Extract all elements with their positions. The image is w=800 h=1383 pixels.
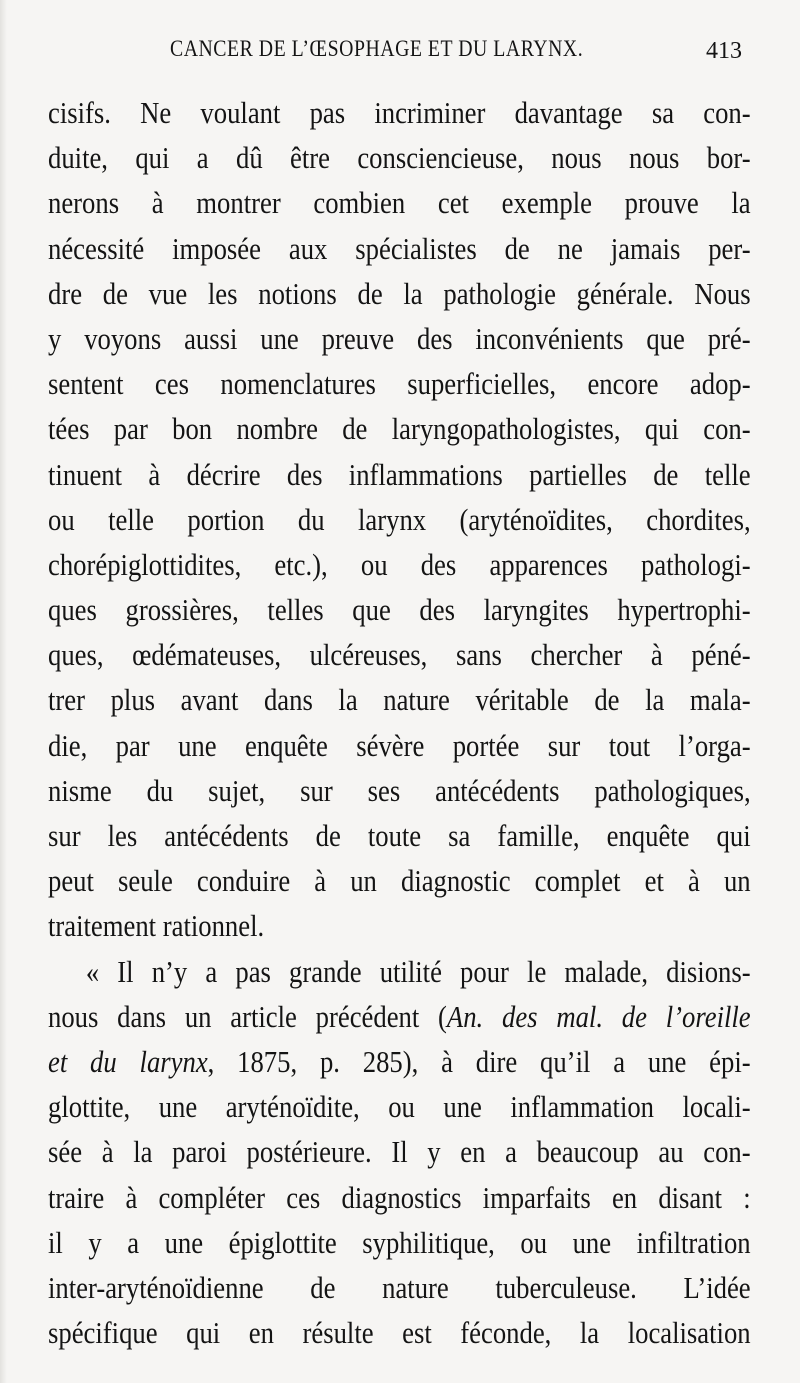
text-line: sur les antécédents de toute sa famille, enquête qui bbox=[48, 818, 751, 853]
text-line: ques, œdémateuses, ulcéreuses, sans chercher à péné- bbox=[48, 637, 751, 673]
quote-text: nous dans un article précédent ( bbox=[48, 998, 447, 1034]
quote-line: sée à la paroi postérieure. Il y en a beaucoup au con- bbox=[48, 1134, 751, 1170]
quote-line-with-citation bbox=[48, 1039, 751, 1084]
citation-title: et du larynx bbox=[48, 1043, 208, 1079]
quote-line-with-citation bbox=[48, 994, 751, 1039]
text-line: trer plus avant dans la nature véritable de la mala- bbox=[48, 682, 751, 718]
quote-line: « Il n’y a pas grande utilité pour le malade, disions- bbox=[85, 953, 751, 989]
citation-title: An. des mal. de l’oreille bbox=[446, 998, 751, 1034]
text-line: duite, qui a dû être consciencieuse, nous nous bor- bbox=[48, 140, 751, 176]
running-head: CANCER DE L’ŒSOPHAGE ET DU LARYNX. bbox=[170, 36, 584, 61]
text-line: dre de vue les notions de la pathologie générale. Nous bbox=[48, 275, 751, 311]
quote-line: inter-aryténoïdienne de nature tuberculeuse. L’idée bbox=[48, 1269, 751, 1305]
text-line: cisifs. Ne voulant pas incriminer davantage sa con- bbox=[48, 95, 751, 130]
scan-edge bbox=[0, 0, 7, 1383]
quote-line: traire à compléter ces diagnostics imparfaits en disant : bbox=[48, 1179, 751, 1215]
text-line: ou telle portion du larynx (aryténoïdites, chordites, bbox=[48, 501, 751, 537]
text-line: tinuent à décrire des inflammations partielles de telle bbox=[48, 456, 751, 492]
quote-text: , 1875, p. 285), à dire qu’il a une épi- bbox=[207, 1043, 751, 1079]
text-line: nisme du sujet, sur ses antécédents pathologiques, bbox=[48, 772, 751, 808]
quote-line: glottite, une aryténoïdite, ou une inflammation locali- bbox=[48, 1089, 751, 1125]
quote-line: il y a une épiglottite syphilitique, ou une infiltration bbox=[48, 1224, 751, 1260]
text-line: nécessité imposée aux spécialistes de ne jamais per- bbox=[48, 230, 751, 266]
text-line: sentent ces nomenclatures superficielles, encore adop- bbox=[48, 366, 751, 402]
text-line: tées par bon nombre de laryngopathologistes, qui con- bbox=[48, 411, 751, 447]
text-line: chorépiglottidites, etc.), ou des apparences pathologi- bbox=[48, 546, 751, 582]
page-number: 413 bbox=[706, 38, 742, 64]
text-line: ques grossières, telles que des laryngites hypertrophi- bbox=[48, 592, 751, 628]
page-header bbox=[0, 36, 800, 72]
text-line: peut seule conduire à un diagnostic complet et à un bbox=[48, 863, 751, 899]
quote-line: spécifique qui en résulte est féconde, la localisation bbox=[48, 1315, 751, 1351]
body-text bbox=[48, 90, 751, 1355]
text-line: y voyons aussi une preuve des inconvénients que pré- bbox=[48, 320, 751, 356]
text-line: die, par une enquête sévère portée sur tout l’orga- bbox=[48, 727, 751, 763]
text-line: nerons à montrer combien cet exemple prouve la bbox=[48, 185, 751, 221]
text-line: traitement rationnel. bbox=[48, 908, 265, 944]
